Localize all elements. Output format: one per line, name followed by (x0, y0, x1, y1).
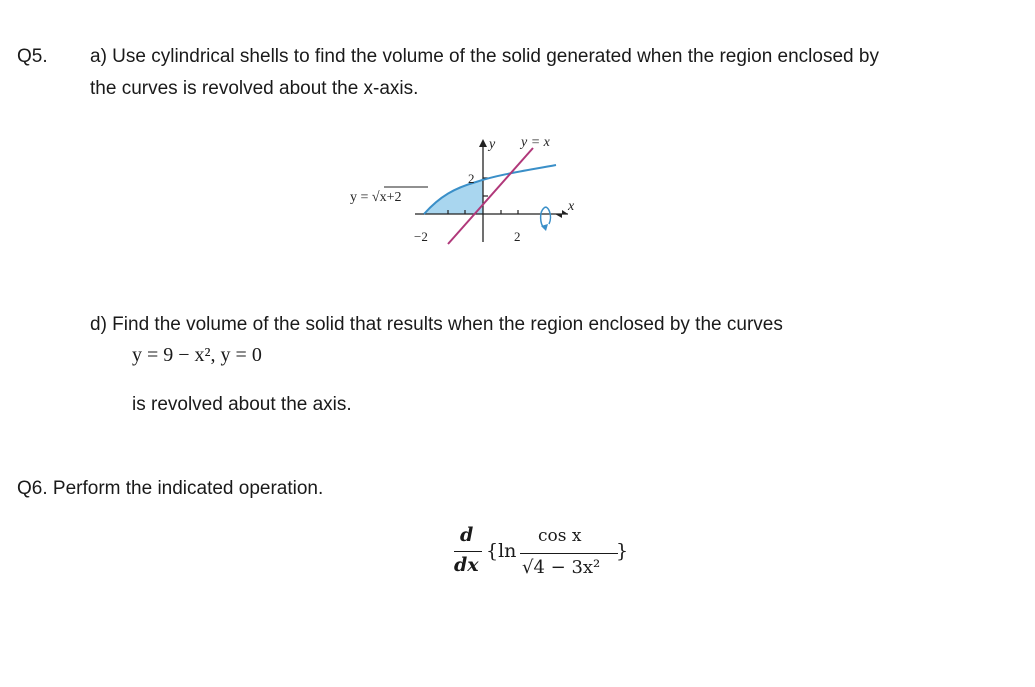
tick-label-x-2: 2 (514, 229, 521, 244)
derivative-dx: dx (454, 554, 479, 576)
y-axis-label: y (489, 137, 496, 152)
fraction-numerator: cos x (538, 526, 582, 546)
fraction-denominator: √4 − 3x² (522, 557, 601, 578)
derivative-d: d (460, 524, 474, 546)
q6-expression (452, 524, 642, 590)
line-label: y = x (521, 135, 550, 150)
q5-number: Q5. (17, 46, 48, 67)
q5a-text-line2: the curves is revolved about the x-axis. (90, 78, 419, 99)
q5d-equation: y = 9 − x², y = 0 (132, 344, 262, 366)
x-axis-label: x (568, 199, 575, 214)
ln-open: {ln (486, 540, 517, 562)
region-figure (330, 130, 600, 255)
q5d-text-line3: is revolved about the axis. (132, 394, 352, 415)
curve-label: y = √x+2 (350, 190, 402, 205)
q6-title: Q6. Perform the indicated operation. (17, 478, 324, 499)
y-axis-arrow (479, 139, 487, 147)
q5d-text-line1: d) Find the volume of the solid that results when the region enclosed by the curves (90, 314, 783, 335)
brace-close: } (616, 540, 629, 562)
tick-label-y-2: 2 (468, 171, 475, 186)
q5a-text-line1: a) Use cylindrical shells to find the volume of the solid generated when the region enclosed by (90, 46, 879, 67)
tick-label-x-neg2: −2 (414, 229, 428, 244)
